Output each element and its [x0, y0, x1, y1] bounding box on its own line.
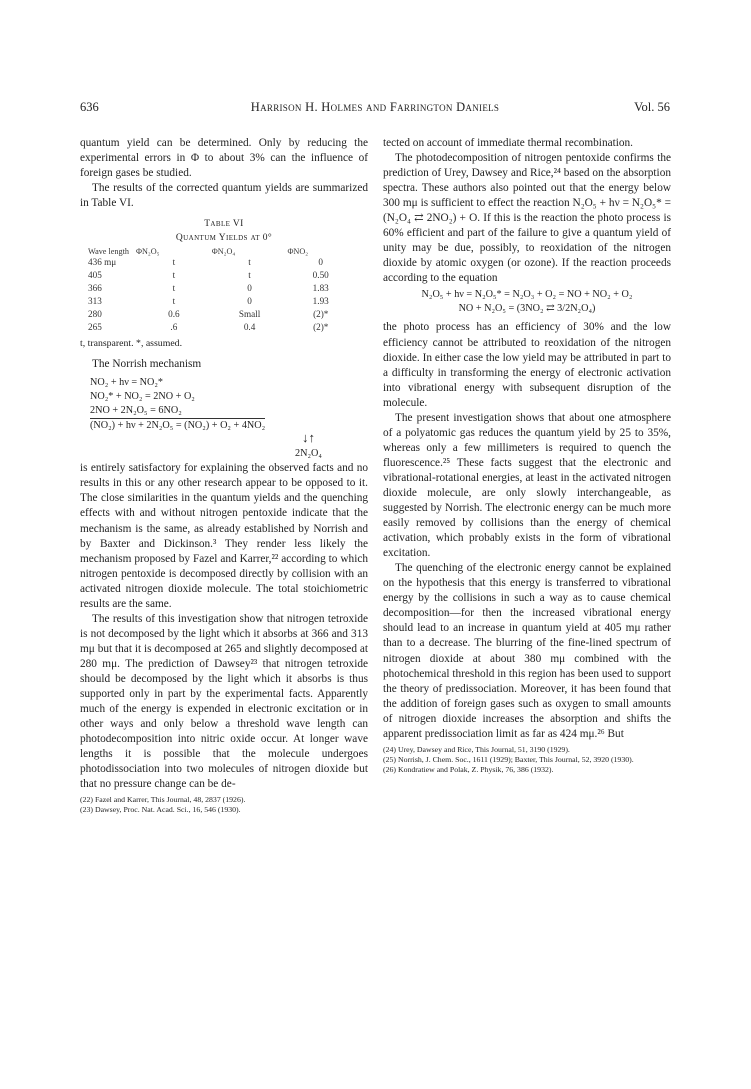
table-vi	[80, 217, 368, 351]
table-cell: t	[172, 257, 176, 268]
footnote: (24) Urey, Dawsey and Rice, This Journal, 51, 3190 (1929).	[383, 744, 570, 754]
table-cell: t	[248, 270, 251, 281]
equation-line: 2NO + 2N₂O₅ = 6NO₂	[90, 405, 182, 417]
paragraph: The results of the corrected quantum yields are summarized in Table VI.	[80, 182, 368, 210]
table-cell: Small	[238, 309, 261, 320]
footnote: (22) Fazel and Karrer, This Journal, 48, 2837 (1926).	[80, 795, 246, 805]
table-header-cell: ΦN₂O₅	[136, 247, 160, 257]
table-cell: t	[248, 257, 251, 268]
table-cell: (2)*	[313, 309, 329, 320]
running-header	[80, 100, 670, 118]
table-row	[88, 282, 354, 295]
table-cell: 313	[88, 296, 102, 307]
equation-line: NO₂ + hν = NO₂*	[90, 377, 164, 389]
paragraph: the photo process has an efficiency of 30% and the low efficiency cannot be attributed to reoxidation of the nitrogen dioxide. In either case the low yield may be attributed in part to a difficulty in transforming the energy of electronic activation into vibrational energy with subsequent disruption of the molecule.	[383, 321, 671, 409]
norrish-mechanism	[90, 376, 368, 461]
table-cell: (2)*	[313, 322, 329, 333]
paragraph: The present investigation shows that about one atmosphere of a polyatomic gas reduces the quantum yield by 25 to 35%, whereas only a few millimeters is required to quench the fluorescence.²⁵ These facts suggest that the electronic and vibrational-rotational energies, at least in the activated nitrogen dioxide molecule, are only slowly interchangeable, as suggested by Norrish. The electronic energy can be much more easily removed by collisions than the energy of chemical activation, which probably exists in the form of vibrational excitation.	[383, 411, 671, 560]
table-header-cell: Wave length	[88, 247, 129, 257]
equation-line: N₂O₅ + hν = N₂O₅* = N₂O₃ + O₂ = NO + NO₂ + O₂	[421, 289, 633, 301]
table-cell: t	[172, 283, 176, 294]
table-cell: 0.50	[312, 270, 329, 281]
table-cell: 0	[318, 257, 324, 268]
equilibrium-product: 2N₂O₄	[295, 448, 322, 460]
equation-line: NO₂* + NO₂ = 2NO + O₂	[90, 391, 195, 403]
table-cell: 265	[88, 322, 102, 333]
running-title: Harrison H. Holmes and Farrington Daniels	[250, 100, 500, 114]
table-row	[88, 269, 354, 282]
footnote: (23) Dawsey, Proc. Nat. Acad. Sci., 16, 546 (1930).	[80, 805, 241, 815]
footnotes	[80, 795, 368, 815]
left-column	[80, 136, 368, 815]
table-cell: 0	[247, 283, 252, 294]
table-header-cell: ΦNO₂	[287, 247, 309, 257]
table-row	[88, 295, 354, 308]
table-cell: .6	[170, 322, 178, 333]
table-header-cell: ΦN₂O₄	[211, 247, 236, 257]
paragraph: The results of this investigation show that nitrogen tetroxide is not decomposed by the light which it absorbs at 366 and 313 mμ but that it is decomposed at 265 and slightly decomposed at 280 mμ. The prediction of Dawsey²³ that nitrogen tetroxide should be decomposed by the light which it absorbs is thus supported only in part by the experimental facts. Apparently much of the energy is expended in electronic excitation or in other ways and only below a threshold wave length can photodecomposition into nitric oxide occur. At longer wave lengths it is possible that the molecule undergoes photodissociation into two molecules of nitrogen dioxide but that no pressure change can be de-	[80, 612, 368, 791]
table-footnote: t, transparent. *, assumed.	[80, 338, 183, 350]
table-cell: t	[172, 296, 176, 307]
footnote: (26) Kondratiew and Polak, Z. Physik, 76, 386 (1932).	[383, 764, 554, 774]
paragraph: is entirely satisfactory for explaining the observed facts and no results in this or any other research appear to be opposed to it. The close similarities in the quantum yields and the quenching effects with and without nitrogen pentoxide indicate that the mechanism is the same, as already established by Norrish and by Baxter and Dickinson.³ They render less likely the mechanism proposed by Fazel and Karrer,²² according to which nitrogen pentoxide is decomposed directly by collision with an activated nitrogen dioxide molecule. The total stoichiometric results are the same.	[80, 462, 368, 610]
table-cell: t	[172, 270, 176, 281]
paragraph: The quenching of the electronic energy cannot be explained on the hypothesis that this energy is transferred to vibrational energy by the collisions in such a way as to cause chemical decomposition—for then the increased vibrational energy should lead to an increase in quantum yield at 405 mμ rather than to a decrease. The blurring of the fine-lined spectrum of nitrogen dioxide at about 380 mμ combined with the photochemical threshold in this region has been used to support the theory of predissociation. Moreover, it has been found that the addition of foreign gases such as oxygen to small amounts of nitrogen dioxide increases the absorption and shifts the apparent predissociation limit as far as 424 mμ.²⁶ But	[383, 562, 671, 740]
footnote: (25) Norrish, J. Chem. Soc., 1611 (1929); Baxter, This Journal, 52, 3920 (1930).	[383, 754, 634, 764]
equilibrium-arrow-icon: ↓↑	[302, 430, 315, 446]
right-column	[383, 136, 671, 775]
table-row	[88, 321, 354, 334]
table-row	[88, 256, 354, 269]
table-cell: 436 mμ	[88, 257, 117, 268]
table-cell: 280	[88, 309, 102, 320]
quantum-yield-table	[88, 247, 354, 334]
table-label: Table VI	[204, 219, 244, 230]
table-cell: 0.6	[168, 309, 180, 320]
table-cell: 0	[247, 296, 252, 307]
table-cell: 1.83	[312, 283, 329, 294]
table-row	[88, 308, 354, 321]
paragraph: The photodecomposition of nitrogen pentoxide confirms the prediction of Urey, Dawsey and Rice,²⁴ based on the absorption spectra. These authors also pointed out that the energy below 300 mμ is sufficient to effect the reaction N₂O₅ + hν = N₂O₅* = (N₂O₄ ⇄ 2NO₂) + O. If this is the reaction the photo process is 60% efficient and part of the failure to give a quantum yield of unity may be due, possibly, to reoxidation of the nitrogen dioxide by atomic oxygen (or ozone). If the reaction proceeds according to the equation	[383, 152, 671, 285]
paragraph: The Norrish mechanism	[92, 358, 202, 371]
table-cell: 405	[88, 270, 102, 281]
table-cell: 0.4	[243, 322, 256, 333]
table-cell: 1.93	[312, 296, 329, 307]
table-caption: Quantum Yields at 0°	[175, 233, 273, 244]
paragraph: tected on account of immediate thermal recombination.	[383, 137, 634, 149]
footnotes	[383, 745, 671, 775]
reaction-equation	[383, 288, 671, 316]
table-cell: 366	[88, 283, 102, 294]
equation-sum-line: (NO₂) + hν + 2N₂O₅ = (NO₂) + O₂ + 4NO₂	[90, 420, 266, 432]
page-number: 636	[80, 100, 99, 114]
equilibrium-marker	[90, 430, 368, 461]
equation-line: NO + N₂O₅ = (3NO₂ ⇄ 3/2N₂O₄)	[458, 303, 596, 315]
paragraph: quantum yield can be determined. Only by reducing the experimental errors in Φ to about 3% can the influence of foreign gases be studied.	[80, 137, 368, 180]
table-header-row	[88, 247, 354, 256]
volume-label: Vol. 56	[634, 100, 670, 114]
